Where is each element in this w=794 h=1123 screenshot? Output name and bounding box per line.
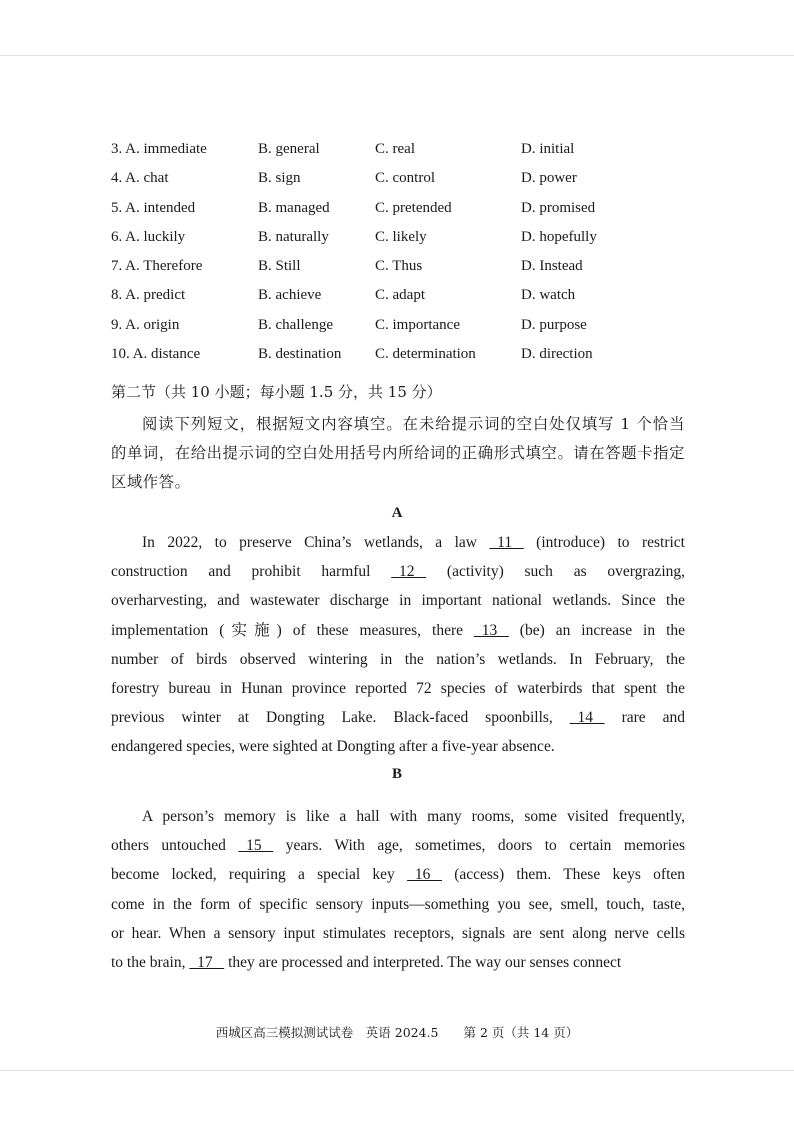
passage-line (111, 890, 685, 919)
passage-text: become locked, requiring a special key (111, 866, 408, 884)
passage-text: (activity) such as overgrazing, (426, 563, 685, 581)
passage-line (111, 528, 685, 557)
option-choice: D. hopefully (521, 228, 597, 245)
passage-text: A person’s memory is like a hall with many rooms, some visited frequently, (142, 808, 685, 825)
passage-text: or hear. When a sensory input stimulates receptors, signals are sent along nerve cells (111, 924, 685, 942)
option-choice: D. watch (521, 287, 576, 304)
fill-blank: 16 (407, 866, 442, 884)
passage-a-title: A (391, 505, 403, 521)
option-choice: D. promised (521, 199, 596, 216)
option-choice: D. Instead (521, 258, 583, 275)
option-choice: 9. A. origin (111, 316, 180, 333)
passage-text: they are processed and interpreted. The way our senses connect (224, 953, 622, 971)
passage-text: number of birds observed wintering in the nation’s wetlands. In February, the (111, 650, 685, 668)
passage-text: overharvesting, and wastewater discharge in important national wetlands. Since the (111, 592, 685, 610)
option-choice: 5. A. intended (111, 199, 196, 216)
fill-blank: 13 (473, 621, 509, 639)
option-choice: B. sign (258, 170, 301, 187)
fill-blank: 14 (569, 709, 605, 727)
option-choice: C. pretended (375, 199, 452, 216)
option-choice: D. initial (521, 141, 575, 157)
passage-line (111, 703, 685, 732)
passage-line (111, 919, 685, 948)
passage-text: previous winter at Dongting Lake. Black-faced spoonbills, (111, 709, 570, 727)
fill-blank: 17 (189, 953, 225, 971)
passage-text: others untouched (111, 837, 239, 855)
passage-line (111, 674, 685, 703)
passage-text: rare and (604, 709, 686, 727)
option-choice: 8. A. predict (111, 287, 186, 304)
option-choice: C. likely (375, 228, 427, 245)
option-choice: D. direction (521, 346, 593, 363)
option-choice: C. adapt (375, 287, 425, 304)
option-choice: C. Thus (375, 258, 423, 275)
fill-blank: 11 (489, 534, 524, 551)
fill-blank: 12 (391, 563, 427, 581)
option-choice: 4. A. chat (111, 170, 169, 187)
option-choice: C. real (375, 141, 415, 157)
passage-text: come in the form of specific sensory inputs—something you see, smell, touch, taste, (111, 895, 685, 913)
option-choice: 10. A. distance (111, 346, 201, 363)
passage-text: (access) them. These keys often (441, 866, 685, 884)
option-choice: B. achieve (258, 287, 322, 304)
passage-line (111, 802, 685, 831)
option-choice: 7. A. Therefore (111, 258, 203, 275)
passage-text: to the brain, (111, 953, 190, 971)
passage-line (111, 645, 685, 674)
passage-line (111, 860, 685, 889)
option-choice: 6. A. luckily (111, 228, 186, 245)
option-choice: C. determination (375, 346, 476, 363)
passage-line (111, 948, 685, 977)
passage-b (111, 802, 685, 977)
option-choice: D. power (521, 170, 577, 187)
option-choice: B. naturally (258, 228, 329, 245)
fill-blank: 15 (238, 837, 274, 855)
option-choice: C. importance (375, 316, 460, 333)
option-choice: B. Still (258, 258, 301, 275)
passage-text: In 2022, to preserve China’s wetlands, a law (142, 534, 490, 551)
option-choice: B. destination (258, 346, 342, 363)
passage-line (111, 732, 685, 761)
option-choice: B. general (258, 141, 320, 157)
section-instructions: 阅读下列短文，根据短文内容填空。在未给提示词的空白处仅填写 1 个恰当的单词，在给出提示词的空白处用括号内所给词的正确形式填空。请在答题卡指定区域作答。 (111, 415, 685, 491)
passage-b-title: B (391, 766, 402, 782)
passage-text: construction and prohibit harmful (111, 563, 392, 581)
page-footer: 西城区高三模拟测试试卷 英语 2024.5 第 2 页（共 14 页） (215, 1025, 579, 1040)
top-divider (0, 55, 794, 56)
passage-text: endangered species, were sighted at Dongting after a five-year absence. (111, 738, 555, 756)
passage-text: forestry bureau in Hunan province reported 72 species of waterbirds that spent the (111, 679, 685, 697)
passage-text: years. With age, sometimes, doors to certain memories (273, 837, 686, 855)
section-heading: 第二节（共 10 小题；每小题 1.5 分，共 15 分） (111, 383, 442, 401)
option-choice: D. purpose (521, 316, 587, 333)
passage-text: (be) an increase in the (508, 621, 685, 639)
passage-line (111, 616, 685, 645)
option-choice: B. challenge (258, 316, 333, 333)
passage-line (111, 831, 685, 860)
option-choice: C. control (375, 170, 435, 187)
passage-line (111, 586, 685, 615)
option-choice: 3. A. immediate (111, 141, 207, 157)
passage-a (111, 528, 685, 762)
passage-text: (introduce) to restrict (523, 534, 685, 551)
passage-line (111, 557, 685, 586)
option-choice: B. managed (258, 199, 330, 216)
bottom-divider (0, 1070, 794, 1071)
passage-text: implementation (实施) of these measures, there (111, 621, 474, 639)
